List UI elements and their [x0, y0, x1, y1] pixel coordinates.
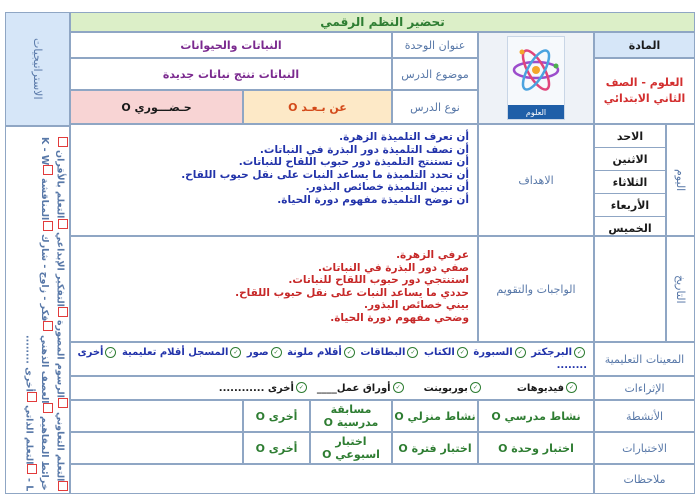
homework-item: عرفي الزهرة. — [396, 249, 469, 261]
homework-item: بيني خصائص البذور. — [363, 299, 469, 311]
page-title: تحضير النظم الرقمي — [70, 12, 695, 32]
aid-option[interactable]: ✓صور — [247, 347, 284, 358]
day-wednesday[interactable]: الأربعاء — [595, 194, 665, 217]
notes-label: ملاحظات — [594, 464, 695, 494]
day-sunday[interactable]: الاحد — [595, 125, 665, 148]
checkbox-icon[interactable] — [58, 137, 68, 147]
aids-options — [70, 342, 594, 376]
topic-value: النباتات تنتج نباتات جديدة — [70, 58, 392, 90]
checkbox-icon[interactable] — [27, 392, 37, 402]
check-circle-icon[interactable]: ✓ — [566, 382, 577, 393]
days-list — [594, 124, 666, 236]
objective-item: أن توضح التلميذة مفهوم دورة الحياة. — [277, 193, 469, 206]
strategy-item[interactable]: المناقشة — [39, 178, 50, 230]
strategies-panel — [5, 126, 70, 494]
test-other[interactable]: أخرى O — [243, 432, 310, 464]
date-area[interactable] — [594, 236, 666, 342]
check-circle-icon[interactable]: ✓ — [271, 347, 282, 358]
aid-option[interactable]: ✓المسجل — [188, 347, 243, 358]
strategy-item[interactable]: العصف الذهني — [39, 335, 50, 414]
objective-item: أن تستنتج التلميذة دور حبوب اللقاح للنباتات. — [238, 156, 469, 168]
aid-option[interactable]: ✓البطاقات — [360, 347, 420, 358]
strategy-item[interactable]: التعلم التعاوني — [55, 412, 66, 491]
subject-value-text: العلوم - الصف الثاني الابتدائي — [603, 76, 686, 105]
strategy-item[interactable]: أخرى ........ — [24, 335, 35, 402]
unit-value: النباتات والحيوانات — [70, 32, 392, 58]
activity-school[interactable]: نشاط مدرسي O — [478, 400, 594, 432]
activity-other[interactable]: أخرى O — [243, 400, 310, 432]
strategy-item[interactable]: K - W - L — [24, 137, 51, 491]
check-circle-icon[interactable]: ✓ — [230, 347, 241, 358]
check-circle-icon[interactable]: ✓ — [457, 347, 468, 358]
subject-logo — [478, 32, 594, 124]
enrichment-label: الإثراءات — [594, 376, 695, 400]
day-thursday[interactable]: الخميس — [608, 221, 652, 235]
activity-blank — [70, 400, 243, 432]
checkbox-icon[interactable] — [43, 403, 53, 413]
check-circle-icon[interactable]: ✓ — [105, 347, 116, 358]
homework-list — [70, 236, 478, 342]
enrichment-option[interactable]: ✓أخرى ............ — [219, 382, 309, 395]
aid-option[interactable]: ✓أخرى — [77, 347, 118, 358]
aid-option[interactable]: أقلام تعليمية — [121, 347, 185, 358]
aid-option[interactable]: ✓أقلام ملونة — [287, 347, 357, 358]
activities-label: الأنشطة — [594, 400, 695, 432]
strategy-item[interactable]: التفكير الإبداعي — [55, 232, 66, 317]
strategies-header: الاستراتيجيات — [5, 12, 70, 126]
aid-option[interactable]: ✓البرجكتر — [531, 347, 587, 358]
strategy-item[interactable]: التعلم بالأقران — [55, 150, 66, 228]
logo-card — [507, 36, 565, 120]
check-circle-icon[interactable]: ✓ — [393, 382, 404, 393]
aids-label: المعينات التعليمية — [594, 342, 695, 376]
unit-label: عنوان الوحدة — [392, 32, 478, 58]
activity-home[interactable]: نشاط منزلي O — [392, 400, 478, 432]
atom-icon — [508, 39, 564, 101]
test-weekly[interactable]: اختبار اسبوعي O — [310, 432, 392, 464]
enrichment-options — [70, 376, 594, 400]
notes-field[interactable] — [70, 464, 594, 494]
check-circle-icon[interactable]: ✓ — [407, 347, 418, 358]
lesson-type-label: نوع الدرس — [392, 90, 478, 124]
aids-more: ........ — [556, 360, 587, 371]
strategies-list — [8, 131, 68, 491]
check-circle-icon[interactable]: ✓ — [470, 382, 481, 393]
homework-label: الواجبات والتقويم — [478, 236, 594, 342]
checkbox-icon[interactable] — [58, 307, 68, 317]
test-blank — [70, 432, 243, 464]
checkbox-icon[interactable] — [58, 219, 68, 229]
check-circle-icon[interactable]: ✓ — [296, 382, 307, 393]
enrichment-option[interactable]: ✓بوربوينت — [424, 382, 483, 395]
logo-caption: العلوم — [508, 105, 564, 119]
strategy-item[interactable]: خرائط المفاهيم — [39, 137, 66, 491]
objectives-label: الاهداف — [478, 124, 594, 236]
tests-label: الاختبارات — [594, 432, 695, 464]
objective-item: أن تصف التلميذة دور البذرة في النباتات. — [259, 143, 469, 156]
strategy-item[interactable]: الرسوم المصورة — [55, 320, 66, 408]
check-circle-icon[interactable]: ✓ — [515, 347, 526, 358]
test-unit[interactable]: اختبار وحدة O — [478, 432, 594, 464]
homework-item: صفي دور البذرة في النباتات. — [317, 261, 469, 274]
homework-item: وضحي مفهوم دورة الحياة. — [330, 311, 469, 324]
enrichment-option[interactable]: ✓أوراق عمل____ — [317, 382, 406, 395]
subject-value — [594, 58, 695, 124]
objective-item: أن تعرف التلميذة الزهرة. — [339, 131, 469, 143]
subject-label: المادة — [594, 32, 695, 58]
strategy-item[interactable]: فكر - زاوج - شارك — [39, 234, 50, 331]
lesson-type-inperson[interactable]: حـضـــوري O — [70, 90, 243, 124]
check-circle-icon[interactable]: ✓ — [344, 347, 355, 358]
checkbox-icon[interactable] — [43, 221, 53, 231]
objectives-list — [70, 124, 478, 236]
lesson-type-remote[interactable]: عن بـعـد O — [243, 90, 392, 124]
day-tuesday[interactable]: الثلاثاء — [595, 171, 665, 194]
checkbox-icon[interactable] — [58, 398, 68, 408]
date-label: التاريخ — [666, 236, 695, 342]
aid-option[interactable]: ✓الكتاب — [424, 347, 470, 358]
day-label: اليوم — [666, 124, 695, 236]
aid-option[interactable]: ✓السبورة — [473, 347, 527, 358]
objective-item: أن تبين التلميذة خصائص البذور. — [305, 181, 469, 193]
homework-item: حددي ما يساعد النبات على نقل حبوب اللقاح. — [235, 286, 469, 299]
test-term[interactable]: اختبار فترة O — [392, 432, 478, 464]
day-monday[interactable]: الاثنين — [595, 148, 665, 171]
checkbox-icon[interactable] — [43, 321, 53, 331]
check-circle-icon[interactable]: ✓ — [574, 347, 585, 358]
enrichment-option[interactable]: ✓فيديوهات — [517, 382, 579, 395]
homework-item: استنتجي دور حبوب اللقاح للنباتات. — [288, 274, 469, 286]
topic-label: موضوع الدرس — [392, 58, 478, 90]
checkbox-icon[interactable] — [43, 165, 53, 175]
checkbox-icon[interactable] — [27, 464, 37, 474]
objective-item: أن تحدد التلميذة ما يساعد النبات على نقل حبوب اللقاح. — [181, 168, 469, 181]
checkbox-icon[interactable] — [58, 481, 68, 491]
strategy-item[interactable]: التعلم الذاتي — [24, 405, 35, 474]
activity-competition[interactable]: مسابقة مدرسية O — [310, 400, 392, 432]
